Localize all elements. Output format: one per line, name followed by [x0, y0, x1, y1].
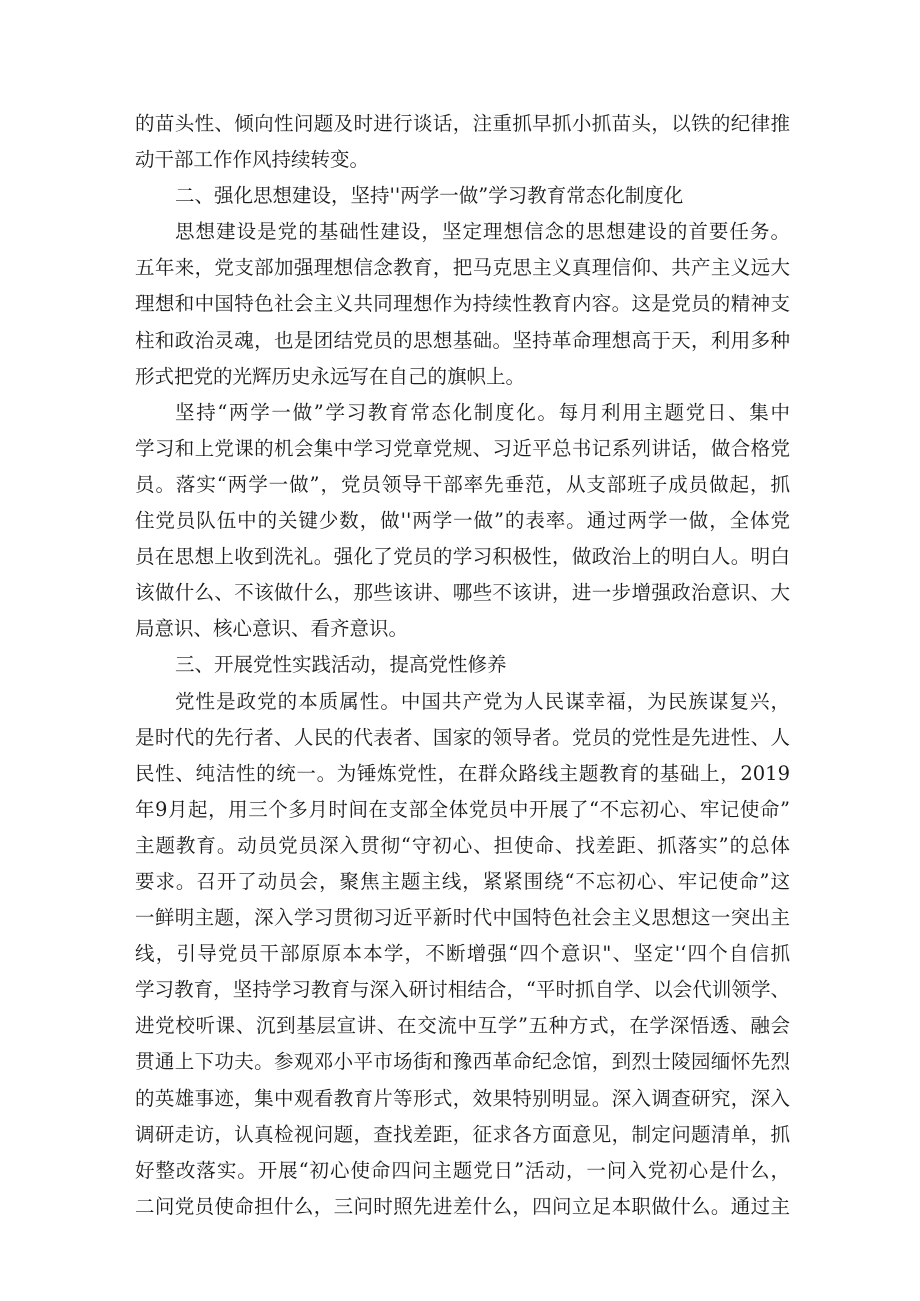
text-line: 民性、纯洁性的统一。为锤炼党性，在群众路线主题教育的基础上，2019: [135, 761, 790, 785]
section-heading: 二、强化思想建设，坚持''两学一做”学习教育常态化制度化: [175, 184, 684, 208]
text-line: 要求。召开了动员会，聚焦主题主线，紧紧围绕“不忘初心、牢记使命”这: [135, 869, 790, 893]
text-line: 一鲜明主题，深入学习贯彻习近平新时代中国特色社会主义思想这一突出主: [135, 906, 790, 930]
text-line: 员在思想上收到洗礼。强化了党员的学习积极性，做政治上的明白人。明白: [135, 545, 790, 569]
text-line: 员。落实“两学一做”，党员领导干部率先垂范，从支部班子成员做起，抓: [135, 472, 790, 496]
section-heading: 三、开展党性实践活动，提高党性修养: [175, 653, 507, 677]
text-line: 线，引导党员干部原原本本学，不断增强“四个意识"、坚定'‘四个自信抓: [135, 942, 790, 966]
text-line: 思想建设是党的基础性建设，坚定理想信念的思想建设的首要任务。: [175, 220, 790, 244]
text-line: 党性是政党的本质属性。中国共产党为人民谋幸福，为民族谋复兴，: [175, 689, 790, 713]
text-line: 的英雄事迹，集中观看教育片等形式，效果特别明显。深入调查研究，深入: [135, 1086, 790, 1110]
document-body: [135, 106, 790, 1225]
text-line: 该做什么、不该做什么，那些该讲、哪些不该讲，进一步增强政治意识、大: [135, 581, 790, 605]
text-line: 五年来，党支部加强理想信念教育，把马克思主义真理信仰、共产主义远大: [135, 256, 790, 280]
text-line: 局意识、核心意识、看齐意识。: [135, 617, 409, 641]
text-line: 调研走访，认真检视问题，查找差距，征求各方面意见，制定问题清单，抓: [135, 1122, 790, 1146]
text-line: 形式把党的光辉历史永远写在自己的旗帜上。: [135, 364, 526, 388]
text-line: 年9月起，用三个多月时间在支部全体党员中开展了“不忘初心、牢记使命”: [135, 797, 790, 821]
text-line: 的苗头性、倾向性问题及时进行谈话，注重抓早抓小抓苗头，以铁的纪律推: [135, 112, 790, 135]
text-line: 动干部工作作风持续转变。: [135, 148, 370, 172]
text-line: 二问党员使命担什么，三问时照先进差什么，四问立足本职做什么。通过主: [135, 1194, 790, 1218]
text-line: 是时代的先行者、人民的代表者、国家的领导者。党员的党性是先进性、人: [135, 725, 790, 749]
text-line: 进党校听课、沉到基层宣讲、在交流中互学”五种方式，在学深悟透、融会: [135, 1014, 790, 1038]
text-line: 主题教育。动员党员深入贯彻“守初心、担使命、找差距、抓落实”的总体: [135, 833, 790, 857]
text-line: 贯通上下功夫。参观邓小平市场街和豫西革命纪念馆，到烈士陵园缅怀先烈: [135, 1050, 790, 1074]
text-line: 柱和政治灵魂，也是团结党员的思想基础。坚持革命理想高于天，利用多种: [135, 328, 790, 352]
text-line: 好整改落实。开展“初心使命四问主题党日”活动，一问入党初心是什么，: [135, 1158, 790, 1182]
text-line: 学习和上党课的机会集中学习党章党规、习近平总书记系列讲话，做合格党: [135, 436, 790, 460]
text-line: 学习教育，坚持学习教育与深入研讨相结合，“平时抓自学、以会代训领学、: [135, 978, 790, 1002]
text-line: 理想和中国特色社会主义共同理想作为持续性教育内容。这是党员的精神支: [135, 292, 790, 316]
text-line: 坚持“两学一做”学习教育常态化制度化。每月利用主题党日、集中: [175, 400, 790, 424]
text-line: 住党员队伍中的关键少数，做''两学一做”的表率。通过两学一做，全体党: [135, 509, 790, 533]
